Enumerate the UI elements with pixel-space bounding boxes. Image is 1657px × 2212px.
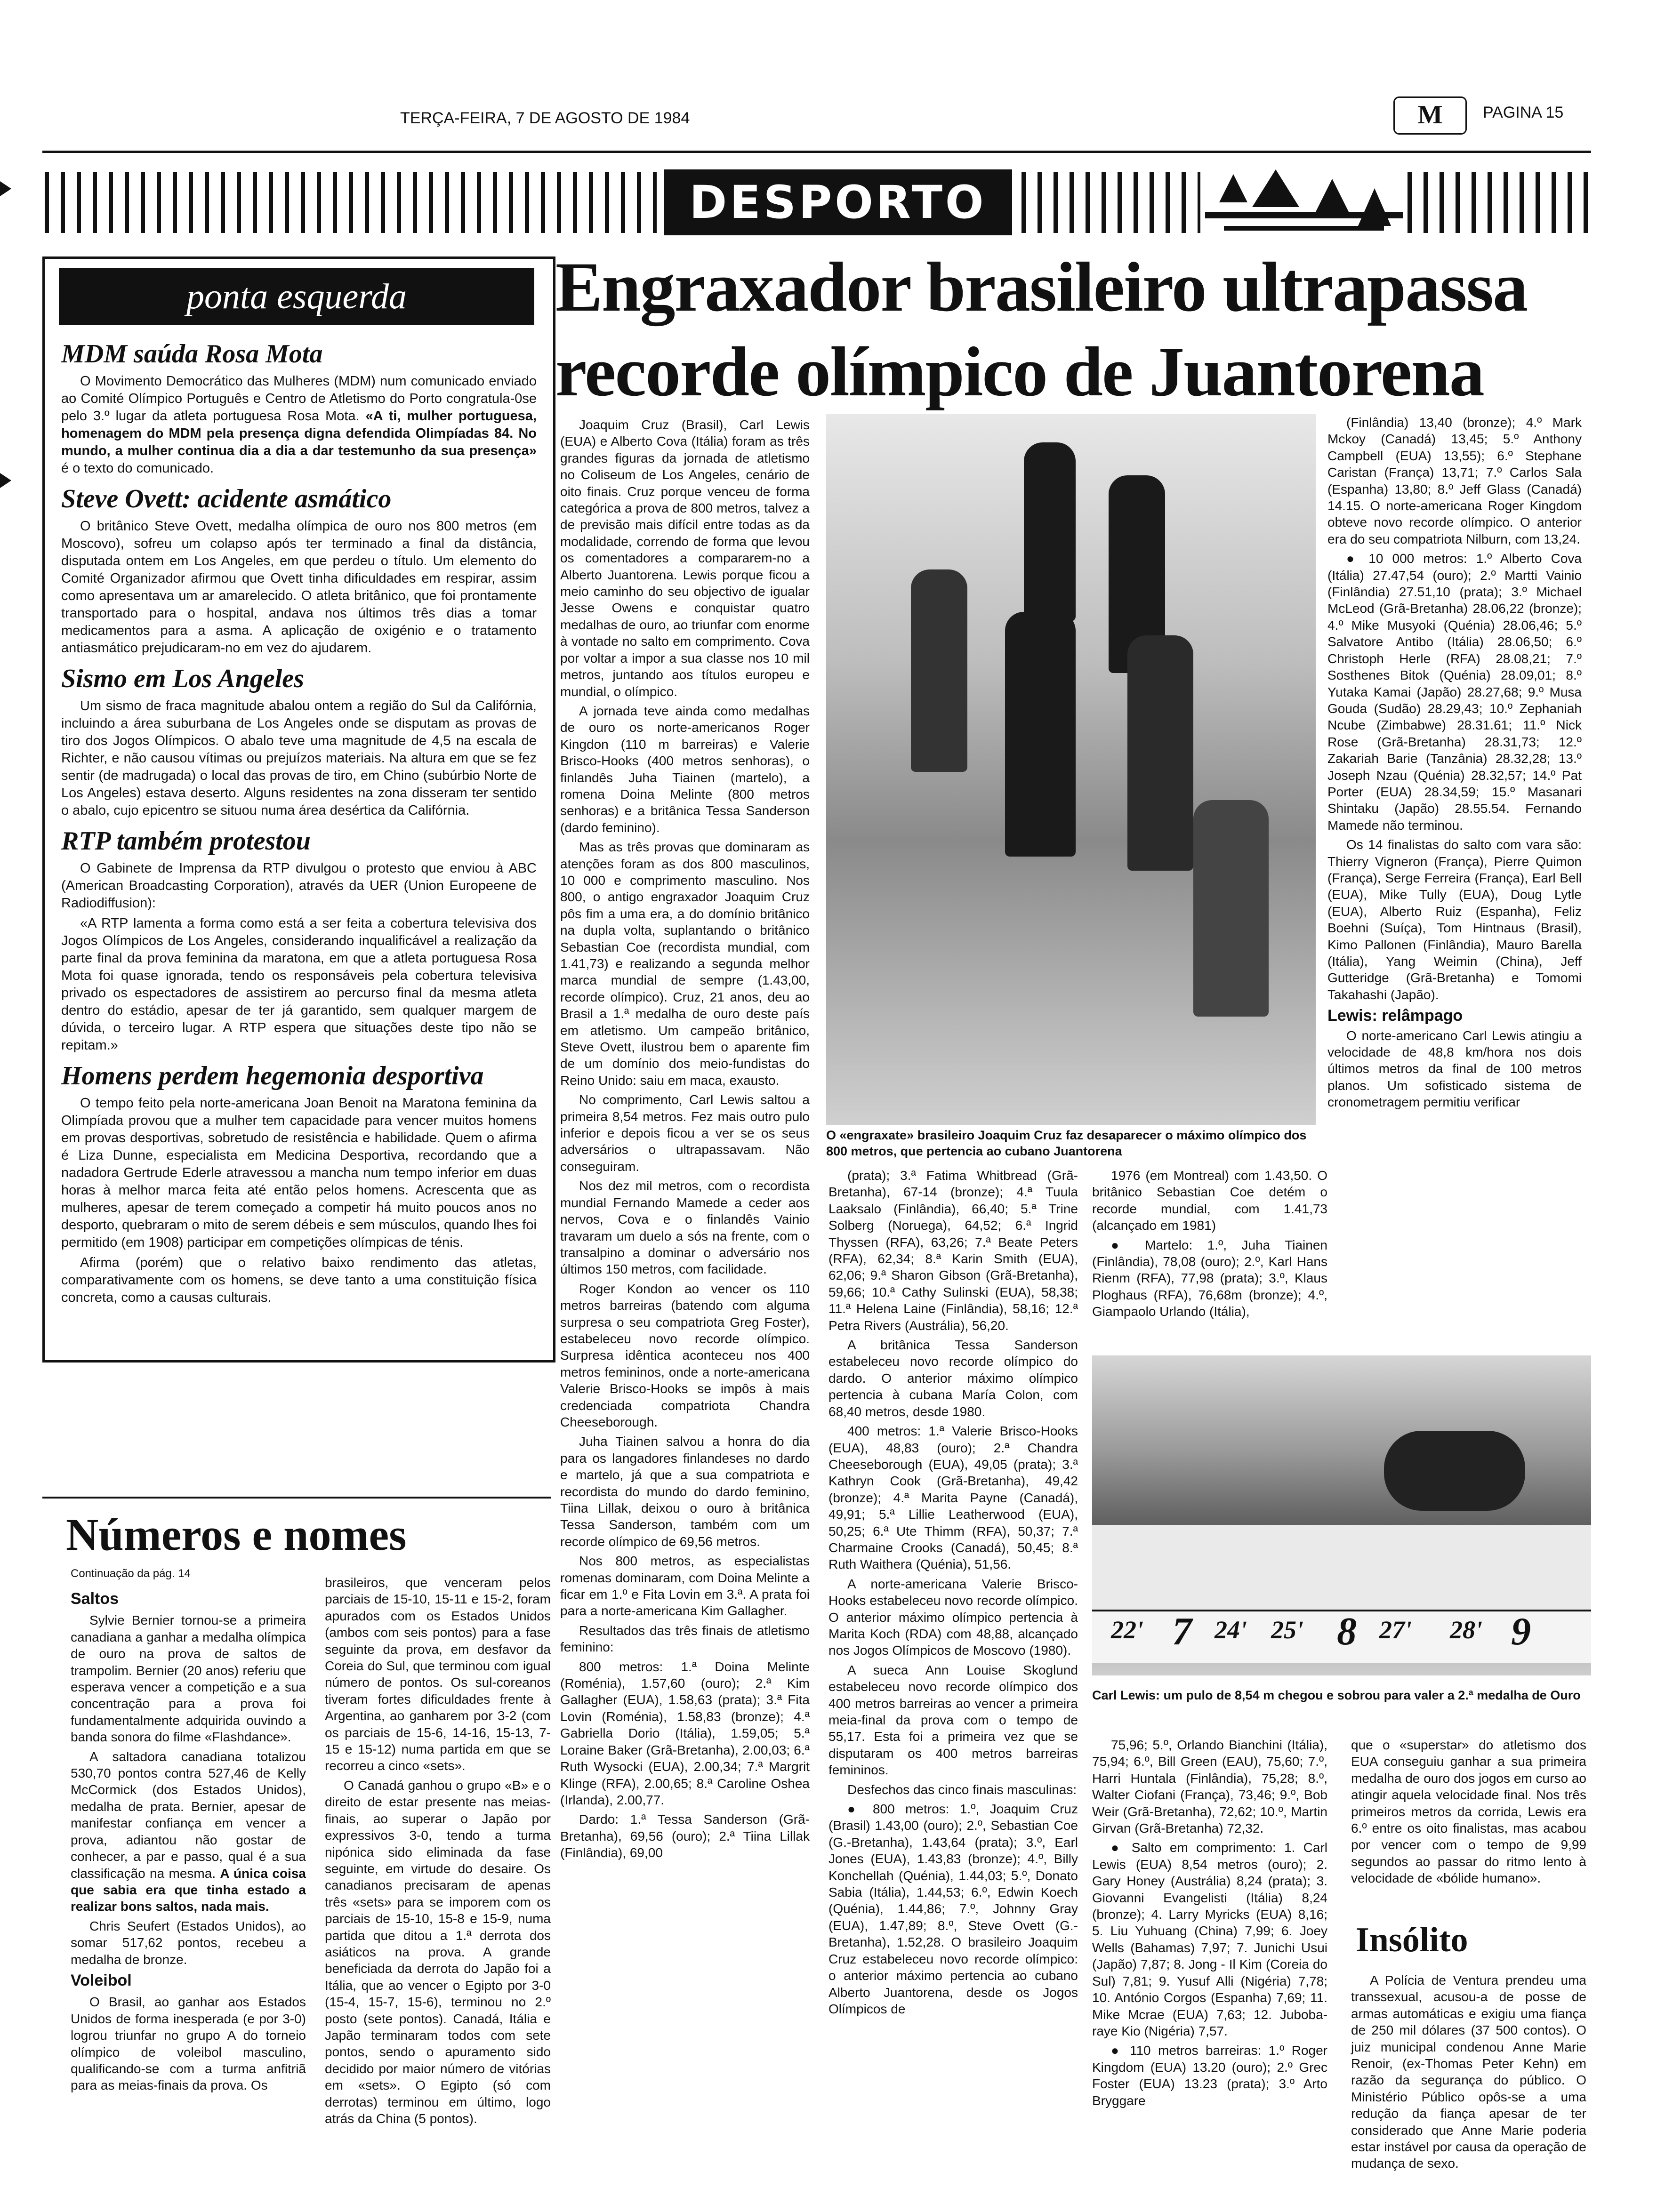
issue-date: TERÇA-FEIRA, 7 DE AGOSTO DE 1984: [400, 109, 690, 127]
newspaper-logo: M: [1393, 96, 1467, 135]
saltos-text: A saltadora canadiana totalizou 530,70 pontos contra 527,46 de Kelly McCormick (dos Estados Unidos), medalha de prata. Bernier, apesar de manifestar confiança em vencer a prova, adiantou não gostar de conhecer, a par e passo, qual é a sua classificação na mesma.: [71, 1749, 306, 1881]
main-para: A jornada teve ainda como medalhas de ouro os norte-americanos Roger Kingdon (110 m barreiras) e Valerie Brisco-Hooks (400 metros senhoras), o finlandês Juha Tiainen (martelo), a romena Doina Melinte (800 metros senhoras) e a britânica Tessa Sanderson (dardo feminino).: [560, 703, 810, 835]
voleibol-subheading: Voleibol: [71, 1971, 132, 1989]
hegemonia-text-1: O tempo feito pela norte-americana Joan Benoit na Maratona feminina da Olimpíada provou que a mulher tem capacidade para vencer muitos homens em provas desportivas, sobretudo de resistência e habilidade. Quem o afirma é Liza Dunne, especialista em Medicina Desportiva, recordando que a nadadora Gertrude Ederle atravessou a mancha num tempo inferior em duas horas à melhor marca feita até então pelos homens. Acrescenta que as mulheres, apesar de terem começado a competir há muito poucos anos no desporto, quebraram o mito de serem débeis e sem músculos, quando lhes foi permitido (em 1908) participar em competições olímpicas de ténis.: [61, 1096, 537, 1250]
ruler-mark: 7: [1172, 1610, 1192, 1653]
main-para: ● 10 000 metros: 1.º Alberto Cova (Itália) 27.47,54 (ouro); 2.º Martti Vainio (Finlândia) 27.51,10 (prata); 3.º Michael McLeod (Grã-Bretanha) 28.06,22 (bronze); 4.º Mike Musyoki (Quénia) 28.06,46; 5.º Salvatore Antibo (Itália) 28.06,50; 6.º Christoph Herle (RFA) 28.08,21; 7.º Sosthenes Bitok (Quénia) 28.09,01; 8.º Yutaka Kamai (Japão) 28.27,68; 9.º Musa Gouda (Sudão) 28.29,43; 10.º Zephaniah Ncube (Zimbabwe) 28.31.61; 11.º Nick Rose (Grã-Bretanha) 28.31,73; 12.º Zakariah Barie (Tanzânia) 28.32,28; 13.º Joseph Nzau (Quénia) 28.32,57; 14.º Pat Porter (EUA) 28.34,59; 15.º Masanari Shintaku (Japão) 28.55.54. Fernando Mamede não terminou.: [1327, 551, 1582, 833]
main-para: Nos dez mil metros, com o recordista mundial Fernando Mamede a ceder aos nervos, Cova e o finlandês Vainio travaram um duelo a sós na frente, com o transalpino a dominar o adversário nos últimos 150 metros, com facilidade.: [560, 1178, 810, 1277]
main-para: 1976 (em Montreal) com 1.43,50. O britânico Sebastian Coe detém o recorde mundial, com 1.41,73 (alcançado em 1981): [1092, 1168, 1327, 1233]
main-para: Desfechos das cinco finais masculinas:: [847, 1782, 1077, 1797]
main-para: A britânica Tessa Sanderson estabeleceu novo recorde olímpico do dardo. O anterior máximo olímpico pertencia à cubana María Colon, com 68,40 metros, desde 1980.: [828, 1338, 1078, 1419]
runner-figure: [1193, 800, 1269, 1017]
ruler-mark: 24': [1215, 1616, 1247, 1644]
ponta-esquerda-banner: ponta esquerda: [59, 268, 534, 325]
header-rule: [42, 151, 1591, 153]
main-para: 400 metros: 1.ª Valerie Brisco-Hooks (EUA), 48,83 (ouro); 2.ª Chandra Cheeseborough (EUA), 49,05 (prata); 3.ª Kathryn Cook (Grã-Bretanha), 49,42 (bronze); 4.ª Marita Payne (Canadá), 49,91; 5.ª Lillie Leatherwood (EUA), 50,25; 6.ª Ute Thimm (RFA), 50,37; 7.ª Charmaine Crooks (Canadá), 50,45; 8.ª Ruth Waithera (Quénia), 51,56.: [828, 1424, 1078, 1572]
main-headline-line-2: recorde olímpico de Juantorena: [555, 333, 1484, 411]
main-article-column-3-bottom: [1092, 1737, 1327, 2112]
main-para: Dardo: 1.ª Tessa Sanderson (Grã-Bretanha), 69,56 (ouro); 2.ª Tiina Lillak (Finlândia), 69,00: [560, 1812, 810, 1860]
main-para: A norte-americana Valerie Brisco-Hooks estabeleceu novo recorde olímpico. O anterior máximo olímpico pertencia à Marita Koch (RDA) com 48,88, alcançado nos Jogos Olímpicos de Moscovo (1980).: [828, 1576, 1078, 1658]
main-para: No comprimento, Carl Lewis saltou a primeira 8,54 metros. Fez mais outro pulo inferior e depois ficou a ver se os seus adversários o ultrapassavam. Não conseguiram.: [560, 1092, 810, 1174]
main-para: ● 110 metros barreiras: 1.º Roger Kingdom (EUA) 13.20 (ouro); 2.º Grec Foster (EUA) 13.23 (prata); 3.º Arto Bryggare: [1092, 2043, 1327, 2108]
lewis-text-2: que o «superstar» do atletismo dos EUA conseguiu ganhar a sua primeira medalha de ouro dos jogos em curso ao atingir aquela velocidade final. Nos três primeiros metros da corrida, Lewis era 6.º entre os oito finalistas, mas acabou por vencer com o tempo de 9,99 segundos ao passar do ritmo lento à velocidade de «bólide humano».: [1351, 1738, 1586, 1886]
main-headline-line-1: Engraxador brasileiro ultrapassa: [555, 248, 1527, 326]
ovett-heading: Steve Ovett: acidente asmático: [61, 484, 392, 513]
hatch-band-left: [45, 172, 657, 233]
saltos-bold: A única coisa que sabia era que tinha estado a realizar bons saltos, nada mais.: [71, 1866, 306, 1914]
main-para: 800 metros: 1.ª Doina Melinte (Roménia), 1.57,60 (ouro); 2.ª Kim Gallagher (EUA), 1.58,63 (prata); 3.ª Fita Lovin (Roménia), 1.58,83 (bronze); 4.ª Gabriella Dorio (Itália), 1.59,05; 5.ª Loraine Baker (Grã-Bretanha), 2.00,03; 6.ª Ruth Wysocki (EUA), 2.00,34; 7.ª Margrit Klinge (RFA), 2.00,65; 8.ª Caroline Oshea (Irlanda), 2.00,77.: [560, 1659, 810, 1807]
page-number: PAGINA 15: [1483, 104, 1564, 121]
photo-2-caption: Carl Lewis: um pulo de 8,54 m chegou e sobrou para valer a 2.ª medalha de Ouro: [1092, 1688, 1581, 1702]
main-para: Joaquim Cruz (Brasil), Carl Lewis (EUA) e Alberto Cova (Itália) foram as três grandes figuras da jornada de atletismo no Coliseum de Los Angeles, cenário de oito finais. Cruz porque venceu de forma categórica a prova de 800 metros, talvez a de previsão mais difícil entre todas as da modalidade, correndo de forma que levou os comentadores a compararem-no a Alberto Juantorena. Lewis porque ficou a meio caminho do seu objectivo de igualar Jesse Owens e conquistar quatro medalhas de ouro, ao triunfar com enorme à vontade no salto em comprimento. Cova por voltar a impor a sua classe nos 10 mil metros, juntando aos títulos europeu e mundial, o olímpico.: [560, 417, 810, 699]
insolito-article: [1351, 1972, 1586, 2175]
main-article-column-2: [828, 1167, 1078, 2020]
main-para: A sueca Ann Louise Skoglund estabeleceu novo recorde olímpico dos 400 metros barreiras ao vencer a primeira meia-final da prova com o tempo de 55,17. Esta foi a primeira vez que se disputaram os 400 metros barreiras femininos.: [828, 1662, 1078, 1778]
main-para: Roger Kondon ao vencer os 110 metros barreiras (batendo com alguma surpresa o seu compatriota Greg Foster), estabeleceu novo recorde olímpico. Surpresa idêntica aconteceu nos 400 metros femininos, onde a norte-americana Valerie Brisco-Hooks se impôs à mais credenciada compatriota Chandra Cheeseborough.: [560, 1281, 810, 1429]
main-para: ● Martelo: 1.º, Juha Tiainen (Finlândia), 78,08 (ouro); 2.º, Karl Hans Rienm (RFA), 77,98 (prata); 3.º, Klaus Ploghaus (RFA), 76,68m (bronze); 4.º, Giampaolo Urlando (Itália),: [1092, 1237, 1327, 1319]
hatch-band-mid: [1022, 172, 1200, 233]
voleibol-text: O Canadá ganhou o grupo «B» e o direito de estar presente nas meias-finais, ao superar o Japão por expressivos 3-0, tendo a turma nipónica sido eliminada da fase seguinte, em virtude do desaire. Os canadianos precisaram de apenas três «sets» para se imporem com os parciais de 15-10, 15-8 e 15-9, numa partida que ditou a 1.ª derrota dos asiáticos na prova. A grande beneficiada da derrota do Japão foi a Itália, que ao vencer o Egipto por 3-0 (15-4, 15-7, 15-6), terminou no 2.º posto (sete pontos). Canadá, Itália e Japão terminaram todos com sete pontos, sendo o apuramento sido decidido por maior número de vitórias em «sets». O Egipto (só com derrotas) terminou em último, logo atrás da China (5 pontos).: [325, 1778, 551, 2126]
margin-arrow: [0, 473, 11, 488]
hatch-band-right: [1408, 172, 1591, 233]
main-para: ● 800 metros: 1.º, Joaquim Cruz (Brasil) 1.43,00 (ouro); 2.º, Sebastian Coe (G.-Bretanha), 1.43,64 (prata); 3.º, Earl Jones (EUA), 1.43,83 (bronze); 4.º, Billy Konchellah (Quénia), 1.44,03; 5.º, Donato Sabia (Itália), 1.44,53; 6.º, Edwin Koech (Quénia), 1.44,86; 7.º, Johnny Gray (EUA), 1.47,89; 8.º, Steve Ovett (G.-Bretanha), 1.52,28. O brasileiro Joaquim Cruz estabeleceu novo recorde olímpico: o anterior máximo pertencia ao cubano Alberto Juantorena, desde os Jogos Olímpicos de: [828, 1802, 1078, 2016]
ovett-text: O britânico Steve Ovett, medalha olímpica de ouro nos 800 metros (em Moscovo), sofreu um colapso após ter terminado a final da distância, disputada ontem em Los Angeles, em que perdeu o título. Um elemento do Comité Organizador afirmou que Ovett tinha dificuldades em respirar, assim como apresentava um ar amarelecido. O atleta britânico, que foi prontamente transportado para o hospital, andava nos últimos três dias a tomar medicamentos para a asma. A aplicação de oxigénio e o tratamento antiasmático prejudicaram-no em vez do ajudarem.: [61, 519, 537, 656]
ruler-mark: 25': [1271, 1616, 1304, 1644]
jumper-figure: [1384, 1431, 1525, 1511]
section-rule: [42, 1497, 551, 1499]
hegemonia-heading: Homens perdem hegemonia desportiva: [61, 1061, 484, 1090]
main-para: (Finlândia) 13,40 (bronze); 4.º Mark Mckoy (Canadá) 13,45; 5.º Anthony Campbell (EUA) 13,55); 6.º Stephane Caristan (França) 13,71; 7.º Carlos Sala (Espanha) 13,80; 8.º Jeff Glass (Canadá) 14.15. O norte-americana Roger Kingdom obteve novo recorde olímpico. O anterior era do seu compatriota Nilburn, com 13,24.: [1327, 415, 1582, 546]
lewis-subheading: Lewis: relâmpago: [1327, 1007, 1463, 1025]
lewis-continuation: [1351, 1737, 1586, 1890]
voleibol-text: O Brasil, ao ganhar aos Estados Unidos de forma inesperada (e por 3-0) logrou triunfar no grupo A do torneio olímpico de voleibol masculino, qualificando-se com a turma anfitriã para as meias-finais da prova. Os: [71, 1995, 306, 2093]
sismo-article: [61, 697, 537, 819]
ponta-column: [61, 339, 537, 1309]
ruler-mark: 27': [1379, 1616, 1412, 1644]
main-article-column-3-top: [1092, 1167, 1327, 1323]
runner-figure: [1005, 612, 1076, 857]
saltos-subheading: Saltos: [71, 1590, 119, 1608]
lewis-text: O norte-americano Carl Lewis atingiu a velocidade de 48,8 km/hora nos dois últimos metros da final de 100 metros planos. Um sofisticado sistema de cronometragem permitiu verificar: [1327, 1028, 1582, 1110]
margin-arrow: [0, 181, 11, 196]
mdm-heading: MDM saúda Rosa Mota: [61, 339, 323, 369]
rtp-heading: RTP também protestou: [61, 826, 311, 856]
saltos-text: Sylvie Bernier tornou-se a primeira canadiana a ganhar a medalha olímpica de ouro na prova de saltos de trampolim. Bernier (20 anos) referiu que esperava vencer a competição e a sua concentração para a prova foi fundamentalmente adquirida ouvindo a banda sonora do filme «Flashdance».: [71, 1613, 306, 1745]
insolito-text: A Polícia de Ventura prendeu uma transsexual, acusou-a de posse de armas automáticas e exigiu uma fiança de 250 mil dólares (37 500 contos). O juiz municipal condenou Anne Marie Renoir, (ex-Thomas Peter Kehn) em razão da segurança do público. O Ministério Público opôs-se a uma redução da fiança apesar de ter considerado que Anne Marie poderia estar instável por causa da operação de mudança de sexo.: [1351, 1973, 1586, 2171]
main-para: Juha Tiainen salvou a honra do dia para os langadores finlandeses no dardo e martelo, já que a sua compatriota e recordista do mundo do dardo feminino, Tiina Lillak, deixou o ouro à britânica Tessa Sanderson, também com um recorde olímpico de 69,56 metros.: [560, 1434, 810, 1549]
hegemonia-article: [61, 1095, 537, 1306]
main-para: (prata); 3.ª Fatima Whitbread (Grã-Bretanha), 67-14 (bronze); 4.ª Tuula Laaksalo (Finlândia), 66,40; 5.ª Trine Solberg (Noruega), 64,52; 6.ª Ingrid Thyssen (RFA), 63,26; 7.ª Beate Peters (RFA), 62,34; 8.ª Karin Smith (EUA), 62,06; 9.ª Sharon Gibson (Grã-Bretanha), 59,66; 10.ª Cathy Sulinski (EUA), 58,38; 11.ª Helena Laine (Finlândia), 58,16; 12.ª Petra Rivers (Austrália), 56,20.: [828, 1168, 1078, 1333]
section-title: DESPORTO: [664, 169, 1012, 235]
main-para: 75,96; 5.º, Orlando Bianchini (Itália), 75,94; 6.º, Bill Green (EAU), 75,60; 7.º, Harri Huntala (Finlândia), 75,28; 8.º, Walter Ciofani (França), 73,46; 9.º, Bob Weir (Grã-Bretanha), 72,62; 10.º, Martin Girvan (Grã-Bretanha) 72,32.: [1092, 1738, 1327, 1836]
runner-figure: [911, 569, 967, 772]
sismo-text: Um sismo de fraca magnitude abalou ontem a região do Sul da Califórnia, incluindo a área suburbana de Los Angeles onde se disputam as provas de tiro dos Jogos Olímpicos. O abalo teve uma magnitude de 4,5 na escala de Richter, e não causou vítimas ou prejuízos materiais. Na altura em que se fez sentir (de madrugada) o local das provas de tiro, em Chino (subúrbio Norte de Los Angeles) estava deserto. Alguns residentes na zona disseram ter sentido o abalo, cujo epicentro se situou numa área desértica da Califórnia.: [61, 698, 537, 818]
numeros-column-1: [71, 1591, 306, 2097]
mdm-end: é o texto do comunicado.: [61, 461, 214, 476]
main-article-column-1: [560, 417, 810, 1864]
hegemonia-text-2: Afirma (porém) que o relativo baixo rendimento das atletas, comparativamente com os homens, se deve tanto a uma constituição física concreta, como a causas culturais.: [61, 1255, 537, 1305]
continuation-note: Continuação da pág. 14: [71, 1567, 191, 1580]
saltos-text: Chris Seufert (Estados Unidos), ao somar 517,62 pontos, recebeu a medalha de bronze.: [71, 1918, 306, 1967]
mdm-article: [61, 373, 537, 477]
main-para: Resultados das três finais de atletismo feminino:: [560, 1623, 810, 1655]
distance-marker-board: [1092, 1610, 1591, 1663]
main-para: ● Salto em comprimento: 1. Carl Lewis (EUA) 8,54 metros (ouro); 2. Gary Honey (Austrália) 8,24 (prata); 3. Giovanni Evangelisti (Itália) 8,24 (bronze); 4. Larry Myricks (EUA) 8,16; 5. Liu Yuhuang (China) 7,99; 6. Joey Wells (Bahamas) 7,97; 7. Junichi Usui (Japão) 7,87; 8. Jong - Il Kim (Coreia do Sul) 7,81; 9. Yusuf Alli (Nigéria) 7,78; 10. António Corgos (Espanha) 7,69; 11. Mike Mcrae (EUA) 7,63; 12. Juboba-raye Kio (Nigéria) 7,57.: [1092, 1840, 1327, 2038]
runner-figure: [1024, 442, 1076, 621]
sand-pit: [1092, 1525, 1591, 1619]
ruler-mark: 22': [1111, 1616, 1144, 1644]
main-article-column-4: [1327, 414, 1582, 1114]
rtp-text-2: «A RTP lamenta a forma como está a ser feita a cobertura televisiva dos Jogos Olímpicos de Los Angeles, considerando inqualificável a realização da parte final da prova feminina da maratona, em que a atleta portuguesa Rosa Mota foi quase ignorada, tendo os responsáveis pela cobertura televisiva privado os espectadores de assistirem ao percurso final da mesma atleta dentro do estádio, apesar de ter já garantido, sem qualquer margem de dúvida, o terceiro lugar. A RTP espera que situações deste tipo não se repitam.»: [61, 916, 537, 1053]
rtp-article: [61, 860, 537, 1054]
mdm-text: O Movimento Democrático das Mulheres (MDM) num comunicado enviado ao Comité Olímpico Português e Centro de Atletismo do Porto congratula-0se pelo 3.º lugar da atleta portuguesa Rosa Mota.: [61, 374, 537, 424]
runner-figure: [1127, 635, 1193, 871]
main-para: Nos 800 metros, as especialistas romenas dominaram, com Doina Melinte a ficar em 1.º e Fita Lovin em 3.ª. A prata foi para a norte-americana Kim Gallagher.: [560, 1554, 810, 1619]
rtp-text-1: O Gabinete de Imprensa da RTP divulgou o protesto que enviou à ABC (American Broadcasting Corporation), através da UER (Union Europeene de Radiodiffusion):: [61, 861, 537, 911]
numeros-column-2: [325, 1574, 551, 2130]
voleibol-text: brasileiros, que venceram pelos parciais de 15-10, 15-11 e 15-2, foram apurados com os Estados Unidos (ambos com seis pontos) para a fase seguinte da prova, em desfavor da Coreia do Sul, que terminou com igual número de pontos. Os sul-coreanos tiveram fortes dificuldades frente à Argentina, ao ganharem por 3-2 (com os parciais de 15-6, 14-16, 15-13, 7-15 e 15-12) numa partida em que se recorreu a cinco «sets».: [325, 1575, 551, 1773]
ovett-article: [61, 518, 537, 657]
main-para: Os 14 finalistas do salto com vara são: Thierry Vigneron (França), Pierre Quimon (França), Serge Ferreira (França), Earl Bell (EUA), Mike Tully (EUA), Doug Lytle (EUA), Alberto Ruiz (Espanha), Feliz Boehni (Suíça), Tom Hintnaus (Brasil), Kimo Pallonen (Finlândia), Mauro Barella (Itália), Yang Weimin (China), Jeff Gutteridge (Grã-Bretanha) e Tomomi Takahashi (Japão).: [1327, 837, 1582, 1002]
sismo-heading: Sismo em Los Angeles: [61, 664, 304, 693]
photo-1-caption: O «engraxate» brasileiro Joaquim Cruz faz desaparecer o máximo olímpico dos 800 metros, que pertencia ao cubano Juantorena: [826, 1128, 1307, 1158]
ruler-mark: 9: [1511, 1610, 1531, 1653]
insolito-heading: Insólito: [1356, 1921, 1468, 1959]
main-para: Mas as três provas que dominaram as atenções foram as dos 800 masculinos, 10 000 e comprimento masculino. Nos 800, o antigo engraxador Joaquim Cruz pôs fim a uma era, a do domínio britânico na dupla volta, suplantando o britânico Sebastian Coe (recordista mundial, com 1.41,73) e realizando a segunda melhor marca mundial de sempre (1.43,00, recorde olímpico). Cruz, 21 anos, deu ao Brasil a 1.ª medalha de ouro deste país em atletismo. Um campeão britânico, Steve Ovett, ilustrou bem o aparente fim de um domínio dos meio-fundistas do Reino Unido: saiu em maca, exausto.: [560, 840, 810, 1088]
ruler-mark: 28': [1450, 1616, 1483, 1644]
olympic-stars-logo: [1205, 165, 1403, 240]
mdm-quote: «A ti, mulher portuguesa, homenagem do MDM pela presença digna defendida Olimpíadas 84. No mundo, a mulher continua dia a dia a dar testemunho da sua presença»: [61, 409, 537, 458]
ruler-mark: 8: [1337, 1610, 1357, 1653]
photo-800m-race: [826, 414, 1316, 1125]
numeros-nomes-heading: Números e nomes: [66, 1509, 407, 1560]
